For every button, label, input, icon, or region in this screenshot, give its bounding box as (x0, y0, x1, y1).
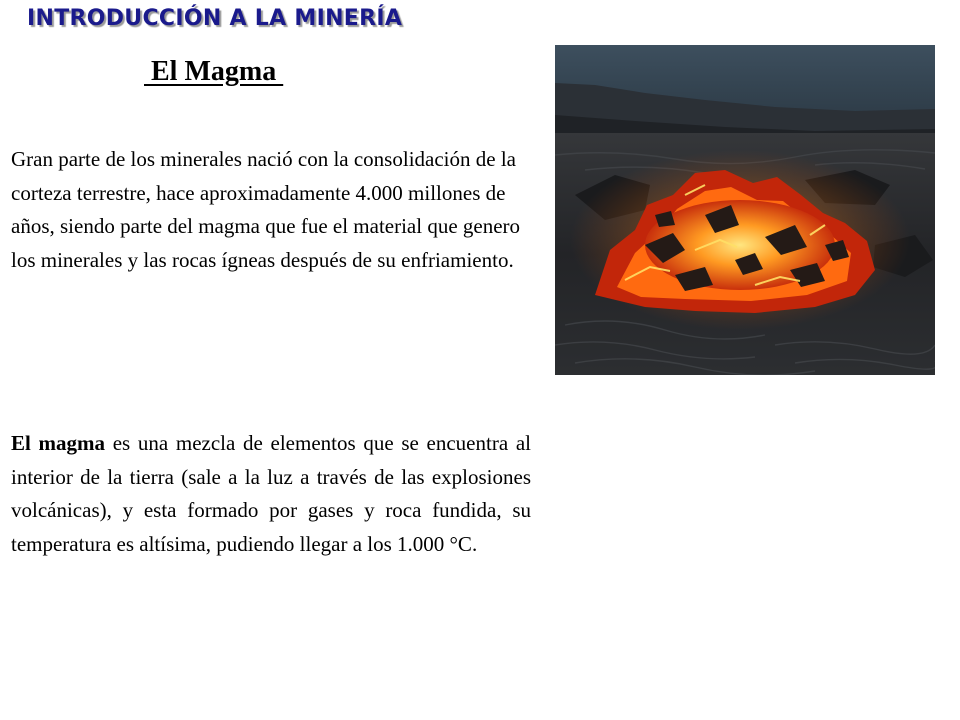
slide-title: El Magma (144, 56, 284, 87)
magma-description: es una mezcla de elementos que se encuentra al interior de la tierra (sale a la luz a través de las explosiones volcánicas), y esta formado por gases y roca fundida, su temperatura es altísima, pudiendo llegar a los 1.000 °C. (11, 431, 531, 556)
intro-paragraph: Gran parte de los minerales nació con la consolidación de la corteza terrestre, hace aproximadamente 4.000 millones de años, siendo parte del magma que fue el material que genero los minerales y las rocas ígneas después de su enfriamiento. (11, 147, 521, 272)
lava-flow-photo (555, 45, 935, 375)
header-title: INTRODUCCIÓN A LA MINERÍA (27, 6, 403, 31)
magma-paragraph (11, 427, 531, 561)
magma-term: El magma (11, 431, 106, 455)
